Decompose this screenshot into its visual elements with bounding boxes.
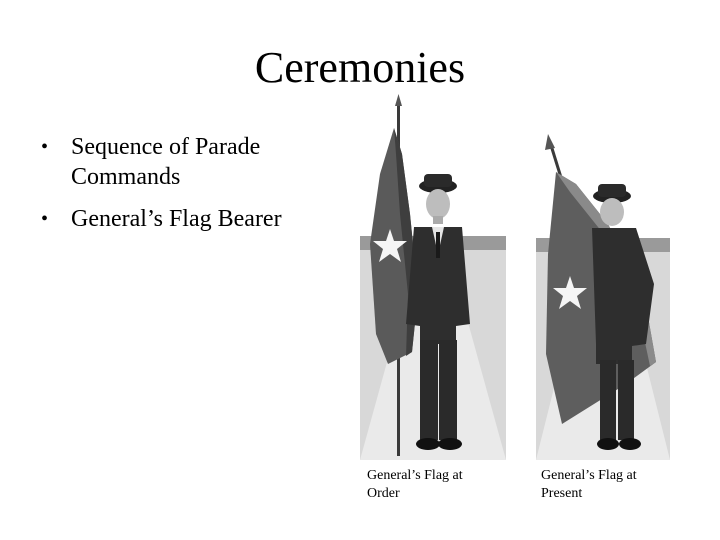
photo-flag-at-order: [360, 94, 506, 460]
caption-flag-at-present: [541, 467, 691, 503]
photo-flag-at-present-illustration: [536, 94, 670, 460]
caption-line: General’s Flag at: [367, 468, 463, 483]
bullet-marker: •: [41, 136, 49, 158]
photo-flag-at-present: [536, 94, 670, 460]
bullet-list: [38, 132, 338, 246]
bullet-item: [38, 132, 338, 192]
bullet-item: [38, 204, 338, 234]
photo-flag-at-order-illustration: [360, 94, 506, 460]
caption-line: General’s Flag at: [541, 468, 637, 483]
bullet-text: General’s Flag Bearer: [71, 206, 282, 232]
caption-line: Present: [541, 486, 583, 501]
caption-line: Order: [367, 486, 400, 501]
bullet-text: Sequence of Parade Commands: [71, 134, 261, 190]
caption-flag-at-order: [367, 467, 517, 503]
bullet-marker: •: [41, 208, 49, 230]
slide-title: Ceremonies: [254, 43, 466, 92]
